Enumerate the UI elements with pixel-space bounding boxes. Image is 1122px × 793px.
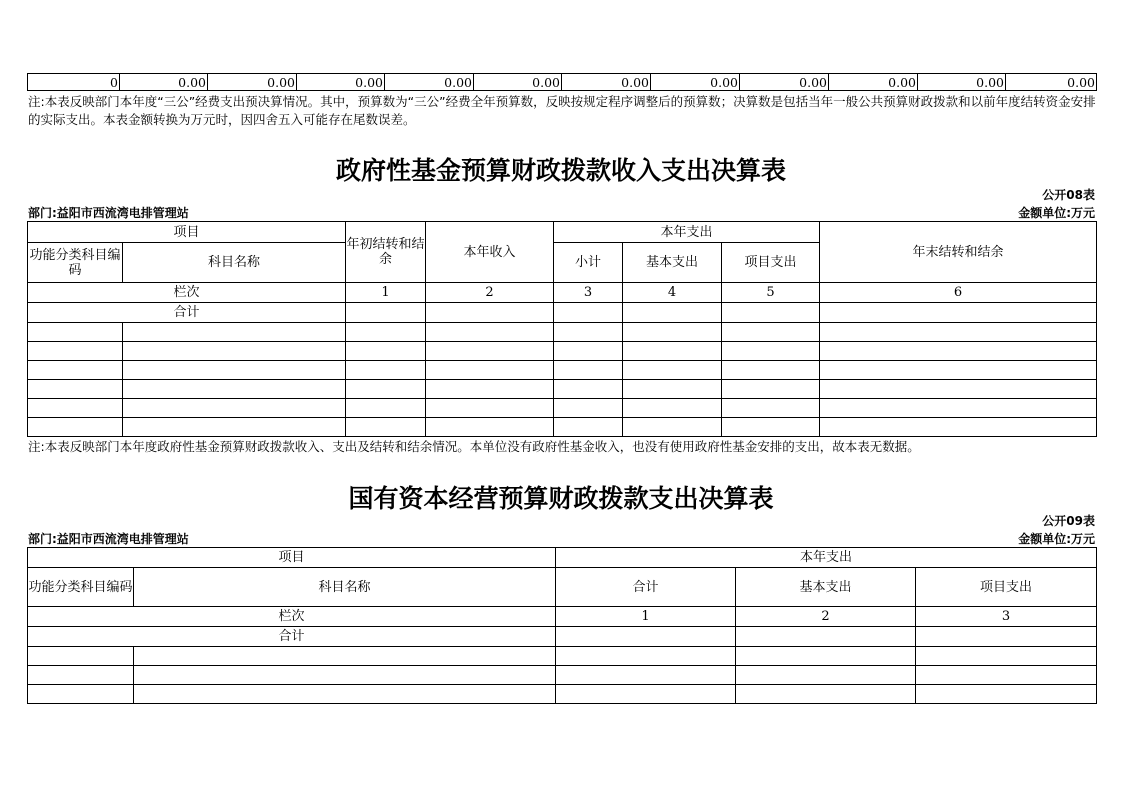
header-total: 合计 <box>556 568 736 607</box>
cell: 0.00 <box>1006 74 1097 91</box>
table-row <box>28 399 1097 418</box>
table08-code: 公开08表 <box>1042 188 1095 202</box>
table08-note: 注:本表反映部门本年度政府性基金预算财政拨款收入、支出及结转和结余情况。本单位没有政府性基金收入，也没有使用政府性基金安排的支出，故本表无数据。 <box>28 439 920 454</box>
table08-unit: 金额单位:万元 <box>1018 206 1095 220</box>
row-label-total: 合计 <box>28 303 346 323</box>
cell: 0.00 <box>918 74 1006 91</box>
col-number: 6 <box>820 283 1097 303</box>
table09-code: 公开09表 <box>1042 514 1095 528</box>
header-subject-name: 科目名称 <box>123 243 346 283</box>
header-expense: 本年支出 <box>554 222 820 243</box>
cell: 0.00 <box>297 74 385 91</box>
cell <box>736 627 916 647</box>
cell: 0.00 <box>474 74 562 91</box>
cell <box>820 303 1097 323</box>
col-number: 2 <box>426 283 554 303</box>
header-income: 本年收入 <box>426 222 554 283</box>
cell <box>722 303 820 323</box>
table-row <box>28 627 1097 647</box>
table-row <box>28 380 1097 399</box>
table08 <box>27 221 1097 437</box>
table08-title: 政府性基金预算财政拨款收入支出决算表 <box>335 156 786 185</box>
col-number: 1 <box>346 283 426 303</box>
table-row <box>28 342 1097 361</box>
table-row <box>28 283 1097 303</box>
row-label-columns: 栏次 <box>28 283 346 303</box>
table-header-row <box>28 548 1097 568</box>
col-number: 3 <box>916 607 1097 627</box>
table09-department: 部门:益阳市西流湾电排管理站 <box>28 532 189 546</box>
header-end-balance: 年末结转和结余 <box>820 222 1097 283</box>
header-item: 项目 <box>28 548 556 568</box>
table-row <box>28 361 1097 380</box>
table-row <box>28 647 1097 666</box>
col-number: 1 <box>556 607 736 627</box>
col-number: 3 <box>554 283 623 303</box>
cell: 0.00 <box>208 74 297 91</box>
col-number: 5 <box>722 283 820 303</box>
header-begin-balance: 年初结转和结余 <box>346 222 426 283</box>
table-row <box>28 685 1097 704</box>
header-basic-expense: 基本支出 <box>623 243 722 283</box>
header-project-expense: 项目支出 <box>722 243 820 283</box>
header-project-expense: 项目支出 <box>916 568 1097 607</box>
cell: 0.00 <box>120 74 208 91</box>
cell: 0.00 <box>562 74 651 91</box>
note-three-public-expenses: 注:本表反映部门本年度“三公”经费支出预决算情况。其中，预算数为“三公”经费全年预算数，反映按规定程序调整后的预算数；决算数是包括当年一般公共预算财政拨款和以前年度结转资金安排的实际支出。本表金额转换为万元时，因四舍五入可能存在尾数误差。 <box>28 94 1096 127</box>
table-header-row <box>28 568 1097 607</box>
table-row <box>28 666 1097 685</box>
table-row <box>28 607 1097 627</box>
col-number: 2 <box>736 607 916 627</box>
table-row <box>28 74 1097 91</box>
cell: 0 <box>28 74 120 91</box>
cell <box>916 627 1097 647</box>
cell: 0.00 <box>385 74 474 91</box>
top-data-table <box>27 73 1097 91</box>
header-subtotal: 小计 <box>554 243 623 283</box>
cell <box>554 303 623 323</box>
header-expense: 本年支出 <box>556 548 1097 568</box>
table09 <box>27 547 1097 704</box>
row-label-columns: 栏次 <box>28 607 556 627</box>
table-header-row <box>28 222 1097 243</box>
cell <box>346 303 426 323</box>
col-number: 4 <box>623 283 722 303</box>
cell <box>623 303 722 323</box>
table-row <box>28 418 1097 437</box>
table-row <box>28 323 1097 342</box>
cell: 0.00 <box>651 74 740 91</box>
cell: 0.00 <box>829 74 918 91</box>
header-item: 项目 <box>28 222 346 243</box>
header-basic-expense: 基本支出 <box>736 568 916 607</box>
header-func-code: 功能分类科目编码 <box>28 243 123 283</box>
cell <box>426 303 554 323</box>
header-subject-name: 科目名称 <box>134 568 556 607</box>
cell: 0.00 <box>740 74 829 91</box>
header-func-code: 功能分类科目编码 <box>28 568 134 607</box>
table-row <box>28 303 1097 323</box>
table08-department: 部门:益阳市西流湾电排管理站 <box>28 206 189 220</box>
row-label-total: 合计 <box>28 627 556 647</box>
table09-unit: 金额单位:万元 <box>1018 532 1095 546</box>
cell <box>556 627 736 647</box>
table09-title: 国有资本经营预算财政拨款支出决算表 <box>348 484 774 513</box>
